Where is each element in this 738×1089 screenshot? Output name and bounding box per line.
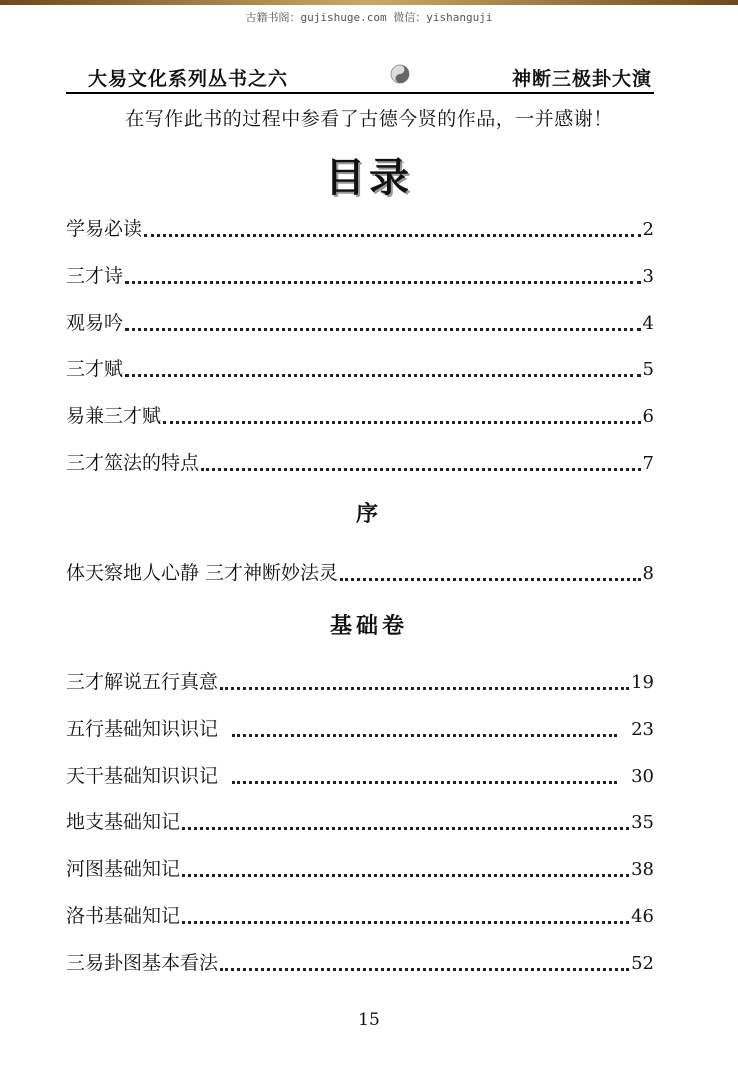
dot-leader	[125, 316, 641, 331]
toc-entry-label: 三才筮法的特点	[66, 452, 200, 474]
toc-entry[interactable]	[66, 807, 654, 833]
page-number: 15	[358, 1010, 380, 1030]
toc-entry-label: 五行基础知识识记	[66, 718, 219, 740]
series-title: 大易文化系列丛书之六	[88, 68, 289, 90]
toc-entry[interactable]	[66, 308, 654, 334]
toc-entry-page: 6	[642, 406, 654, 427]
toc-entry-label: 河图基础知记	[66, 858, 181, 880]
toc-entry-page: 30	[631, 766, 654, 787]
toc-entry-label: 易兼三才赋	[66, 405, 162, 427]
dot-leader	[125, 362, 641, 377]
top-border	[0, 0, 738, 5]
toc-entry[interactable]	[66, 401, 654, 427]
dot-leader	[232, 769, 617, 784]
acknowledgement: 在写作此书的过程中参看了古德今贤的作品，一并感谢！	[125, 108, 613, 130]
toc-entry-page: 52	[631, 953, 654, 974]
dot-leader	[182, 909, 629, 924]
dot-leader	[340, 566, 641, 581]
toc-entry-label: 三才诗	[66, 265, 124, 287]
toc-entry-page: 19	[631, 672, 654, 693]
running-head	[66, 62, 654, 94]
toc-entry[interactable]	[66, 714, 654, 740]
toc-entry-label: 学易必读	[66, 218, 143, 240]
toc-entry[interactable]	[66, 354, 654, 380]
toc-entry[interactable]	[66, 854, 654, 880]
toc-entry[interactable]	[66, 761, 654, 787]
toc-entry[interactable]	[66, 261, 654, 287]
toc-entry-page: 38	[631, 859, 654, 880]
toc-entry-page: 5	[642, 359, 654, 380]
dot-leader	[220, 675, 629, 690]
toc-entry-page: 7	[642, 453, 654, 474]
toc-entry-page: 35	[631, 812, 654, 833]
toc-entry[interactable]	[66, 558, 654, 584]
toc-entry[interactable]	[66, 667, 654, 693]
book-title: 神断三极卦大演	[511, 68, 652, 90]
dot-leader	[125, 269, 641, 284]
dot-leader	[182, 862, 629, 877]
toc-entry-page: 46	[631, 906, 654, 927]
dot-leader	[232, 722, 617, 737]
toc-title: 目录	[325, 155, 413, 201]
toc-entry-label: 体天察地人心静 三才神断妙法灵	[66, 562, 339, 584]
toc-entry-label: 地支基础知记	[66, 811, 181, 833]
toc-entry-label: 三才解说五行真意	[66, 671, 219, 693]
dot-leader	[144, 222, 641, 237]
dot-leader	[220, 956, 629, 971]
toc-entry[interactable]	[66, 901, 654, 927]
toc-entry-label: 观易吟	[66, 312, 124, 334]
dot-leader	[182, 815, 629, 830]
toc-entry[interactable]	[66, 448, 654, 474]
watermark: 古籍书阁：gujishuge.com 微信：yishanguji	[245, 11, 493, 24]
yin-yang-icon	[390, 64, 410, 84]
section-heading-preface: 序	[355, 502, 382, 527]
toc-entry-label: 洛书基础知记	[66, 905, 181, 927]
toc-entry-page: 3	[642, 266, 654, 287]
toc-entry-page: 23	[631, 719, 654, 740]
toc-entry-label: 天干基础知识识记	[66, 765, 219, 787]
toc-entry[interactable]	[66, 948, 654, 974]
toc-entry-page: 8	[642, 563, 654, 584]
toc-entry-label: 三易卦图基本看法	[66, 952, 219, 974]
dot-leader	[201, 456, 641, 471]
dot-leader	[163, 409, 641, 424]
toc-entry[interactable]	[66, 214, 654, 240]
toc-entry-page: 4	[642, 313, 654, 334]
toc-entry-label: 三才赋	[66, 358, 124, 380]
section-heading-basics: 基础卷	[329, 614, 408, 639]
toc-entry-page: 2	[642, 219, 654, 240]
